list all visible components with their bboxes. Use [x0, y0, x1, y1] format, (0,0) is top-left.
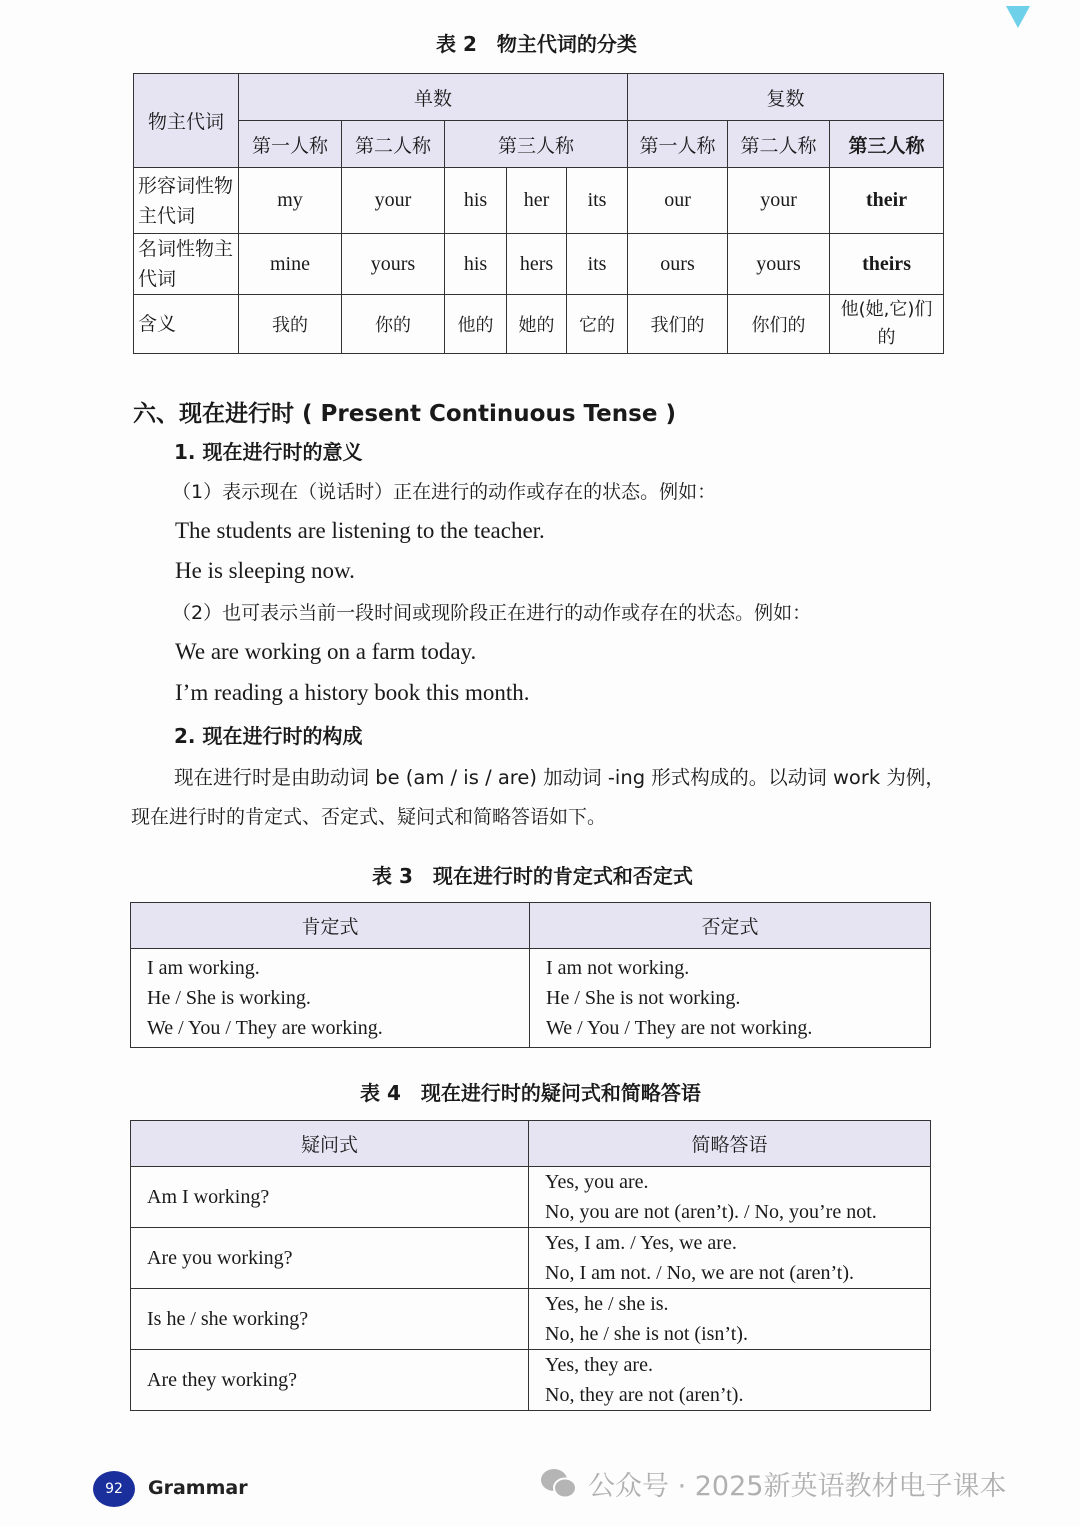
plural-header: 复数 — [628, 74, 944, 121]
column-header: 肯定式 — [131, 903, 530, 949]
cell-text: Yes, they are. — [545, 1354, 653, 1376]
paragraph: （2）也可表示当前一段时间或现阶段正在进行的动作或存在的状态。例如： — [172, 602, 812, 624]
table4-caption: 表 4 现在进行时的疑问式和简略答语 — [360, 1081, 701, 1105]
person-header: 第一人称 — [239, 121, 342, 168]
cell-text: Yes, I am. / Yes, we are. — [545, 1232, 737, 1254]
cell-text: hers — [507, 234, 567, 295]
cell-text: Are you working? — [131, 1228, 529, 1289]
row-label: 形容词性物主代词 — [134, 168, 239, 234]
page-number-badge: 92 — [93, 1471, 135, 1507]
table-cell — [529, 1350, 931, 1411]
table-cell — [131, 949, 530, 1048]
table-row — [134, 168, 944, 234]
cell-text: its — [567, 168, 628, 234]
section-heading: 六、现在进行时 ( Present Continuous Tense ) — [133, 401, 676, 427]
cell-text: I am working. — [147, 957, 260, 979]
cell-text: 她的 — [507, 295, 567, 354]
cell-text: your — [728, 168, 830, 234]
paragraph: 现在进行时的肯定式、否定式、疑问式和简略答语如下。 — [131, 806, 607, 828]
cell-text: No, you are not (aren’t). / No, you’re not. — [545, 1201, 877, 1223]
cell-text: my — [239, 168, 342, 234]
table2-caption: 表 2 物主代词的分类 — [436, 32, 637, 56]
column-header: 否定式 — [530, 903, 931, 949]
cell-text: No, I am not. / No, we are not (aren’t). — [545, 1262, 854, 1284]
cell-text: 它的 — [567, 295, 628, 354]
column-header: 疑问式 — [131, 1121, 529, 1167]
cell-text: Am I working? — [131, 1167, 529, 1228]
table-row — [134, 295, 944, 354]
paragraph: 现在进行时是由助动词 be (am / is / are) 加动词 -ing 形式构成的。以动词 work 为例， — [174, 766, 945, 789]
cell-text: 我的 — [239, 295, 342, 354]
cell-text: its — [567, 234, 628, 295]
cell-text: Is he / she working? — [131, 1289, 529, 1350]
example-sentence: He is sleeping now. — [175, 558, 355, 583]
affirmative-negative-table — [130, 902, 931, 1048]
subheading: 2. 现在进行时的构成 — [174, 724, 363, 748]
table-cell — [529, 1228, 931, 1289]
table-row — [131, 1167, 931, 1228]
cell-text: No, he / she is not (isn’t). — [545, 1323, 748, 1345]
cell-text: our — [628, 168, 728, 234]
cell-text: We / You / They are not working. — [546, 1017, 813, 1039]
table-row — [131, 1121, 931, 1167]
wechat-icon — [540, 1468, 578, 1500]
cell-text: your — [342, 168, 445, 234]
cell-text: ours — [628, 234, 728, 295]
possessive-pronoun-table — [133, 73, 944, 354]
cell-text: Are they working? — [131, 1350, 529, 1411]
cell-text: her — [507, 168, 567, 234]
cell-text: yours — [728, 234, 830, 295]
cell-text: his — [445, 234, 507, 295]
cell-text: 他的 — [445, 295, 507, 354]
table-row — [131, 1350, 931, 1411]
cell-text: He / She is not working. — [546, 987, 741, 1009]
cell-text: I am not working. — [546, 957, 690, 979]
cell-text: 我们的 — [628, 295, 728, 354]
cell-text: mine — [239, 234, 342, 295]
cell-text: We / You / They are working. — [147, 1017, 383, 1039]
cell-text: Yes, he / she is. — [545, 1293, 669, 1315]
example-sentence: I’m reading a history book this month. — [175, 680, 530, 705]
table-row — [134, 74, 944, 121]
cell-text: 你的 — [342, 295, 445, 354]
person-header: 第三人称 — [445, 121, 628, 168]
example-sentence: We are working on a farm today. — [175, 639, 477, 664]
table-row — [131, 1228, 931, 1289]
watermark: 公众号 · 2025新英语教材电子课本 — [588, 1471, 1007, 1502]
cell-text: He / She is working. — [147, 987, 311, 1009]
table-row — [134, 121, 944, 168]
cell-text: theirs — [830, 234, 944, 295]
row-label: 名词性物主代词 — [134, 234, 239, 295]
cell-text: his — [445, 168, 507, 234]
person-header: 第二人称 — [342, 121, 445, 168]
person-header: 第三人称 — [830, 121, 944, 168]
cell-text: 你们的 — [728, 295, 830, 354]
table-row — [134, 234, 944, 295]
paragraph: （1）表示现在（说话时）正在进行的动作或存在的状态。例如： — [172, 481, 717, 503]
cell-text: 他(她,它)们的 — [830, 295, 944, 354]
column-header: 简略答语 — [529, 1121, 931, 1167]
row-label: 含义 — [134, 295, 239, 354]
footer-section-label: Grammar — [148, 1477, 248, 1499]
person-header: 第一人称 — [628, 121, 728, 168]
cell-text: yours — [342, 234, 445, 295]
singular-header: 单数 — [239, 74, 628, 121]
corner-mark — [1006, 6, 1030, 28]
table-row — [131, 949, 931, 1048]
table-row — [131, 903, 931, 949]
example-sentence: The students are listening to the teacher. — [175, 518, 545, 543]
corner-header: 物主代词 — [134, 74, 239, 168]
table3-caption: 表 3 现在进行时的肯定式和否定式 — [372, 864, 693, 888]
table-cell — [529, 1289, 931, 1350]
person-header: 第二人称 — [728, 121, 830, 168]
table-cell — [530, 949, 931, 1048]
table-row — [131, 1289, 931, 1350]
cell-text: their — [830, 168, 944, 234]
cell-text: No, they are not (aren’t). — [545, 1384, 744, 1406]
cell-text: Yes, you are. — [545, 1171, 649, 1193]
subheading: 1. 现在进行时的意义 — [174, 440, 363, 464]
table-cell — [529, 1167, 931, 1228]
question-answer-table — [130, 1120, 931, 1411]
